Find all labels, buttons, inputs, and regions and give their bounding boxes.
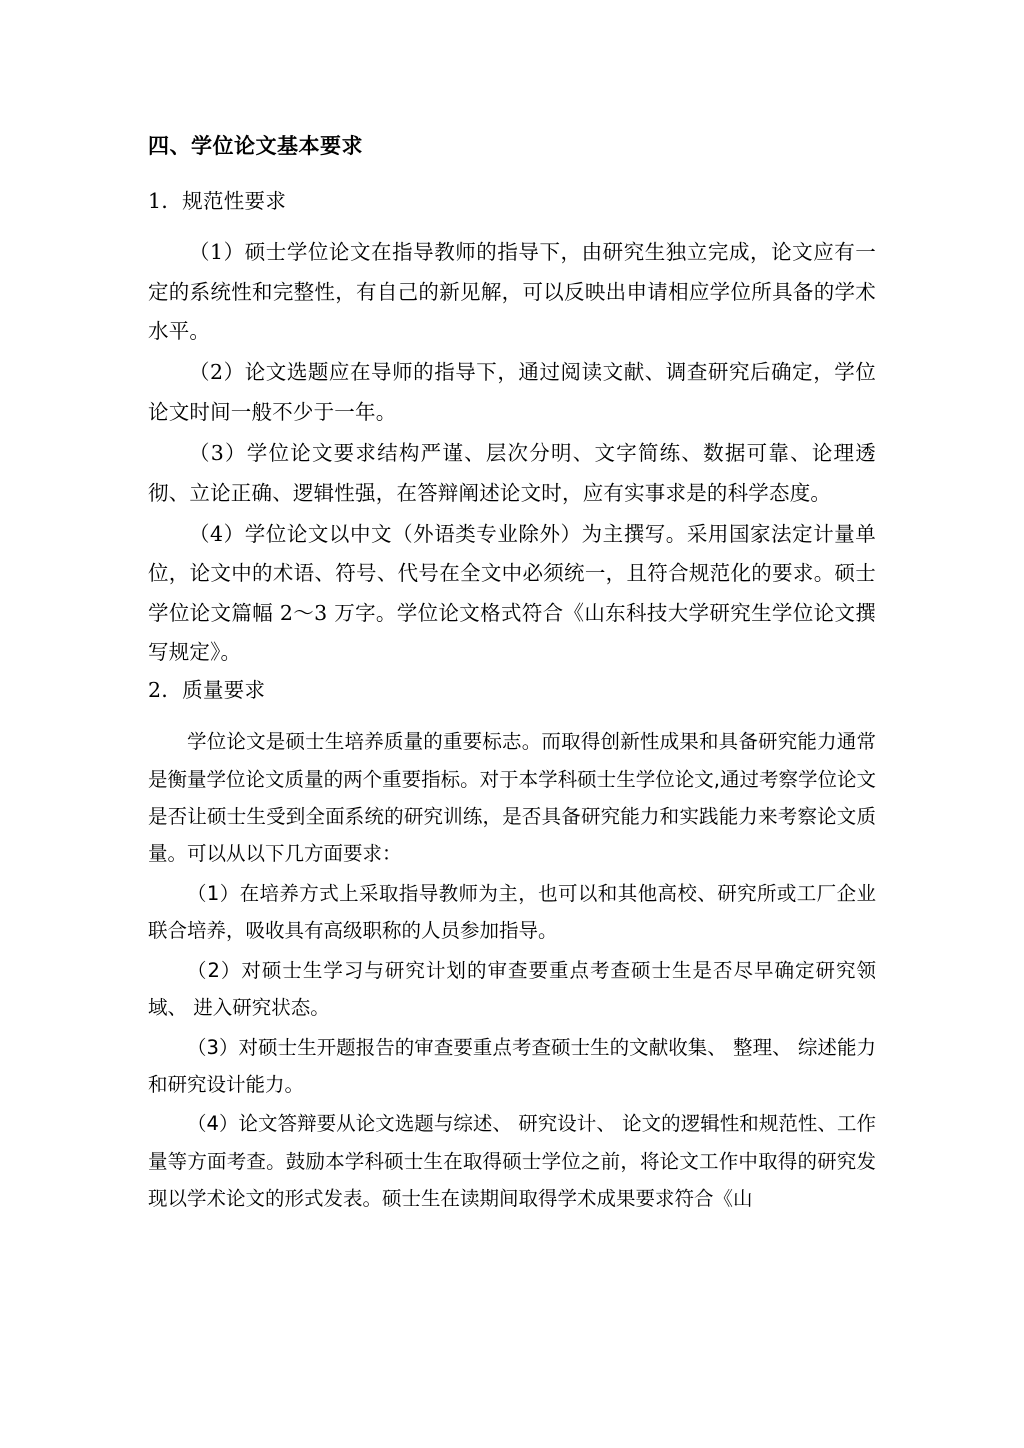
paragraph: （4）论文答辩要从论文选题与综述、 研究设计、 论文的逻辑性和规范性、工作量等方面考查。鼓励本学科硕士生在取得硕士学位之前，将论文工作中取得的研究发现以学术论文的形式发表。硕士生在读期间取得学术成果要求符合《山 [148, 1112, 876, 1211]
paragraph: 学位论文是硕士生培养质量的重要标志。而取得创新性成果和具备研究能力通常是衡量学位论文质量的两个重要指标。对于本学科硕士生学位论文,通过考察学位论文是否让硕士生受到全面系统的研究训练，是否具备研究能力和实践能力来考察论文质量。可以从以下几方面要求： [148, 730, 876, 866]
paragraph: （1）在培养方式上采取指导教师为主，也可以和其他高校、研究所或工厂企业联合培养，吸收具有高级职称的人员参加指导。 [148, 881, 876, 943]
document-body [148, 130, 876, 1218]
paragraph: （2）对硕士生学习与研究计划的审查要重点考查硕士生是否尽早确定研究领域、 进入研究状态。 [148, 958, 876, 1020]
paragraph: （1）硕士学位论文在指导教师的指导下，由研究生独立完成，论文应有一定的系统性和完整性，有自己的新见解，可以反映出申请相应学位所具备的学术水平。 [148, 240, 876, 344]
paragraph: （4）学位论文以中文（外语类专业除外）为主撰写。采用国家法定计量单位，论文中的术语、符号、代号在全文中必须统一，且符合规范化的要求。硕士学位论文篇幅 2～3 万字。学位论文格式符合《山东科技大学研究生学位论文撰写规定》。 [148, 521, 876, 664]
paragraph: （3）学位论文要求结构严谨、层次分明、文字简练、数据可靠、论理透彻、立论正确、逻辑性强，在答辩阐述论文时，应有实事求是的科学态度。 [148, 441, 876, 505]
paragraph: （3）对硕士生开题报告的审查要重点考查硕士生的文献收集、 整理、 综述能力和研究设计能力。 [148, 1035, 876, 1097]
subsection-title-1: 1．规范性要求 [148, 188, 287, 213]
subsection-title-2: 2．质量要求 [148, 678, 266, 703]
paragraph: （2）论文选题应在导师的指导下，通过阅读文献、调查研究后确定，学位论文时间一般不少于一年。 [148, 360, 876, 424]
section-heading: 四、学位论文基本要求 [148, 134, 363, 158]
